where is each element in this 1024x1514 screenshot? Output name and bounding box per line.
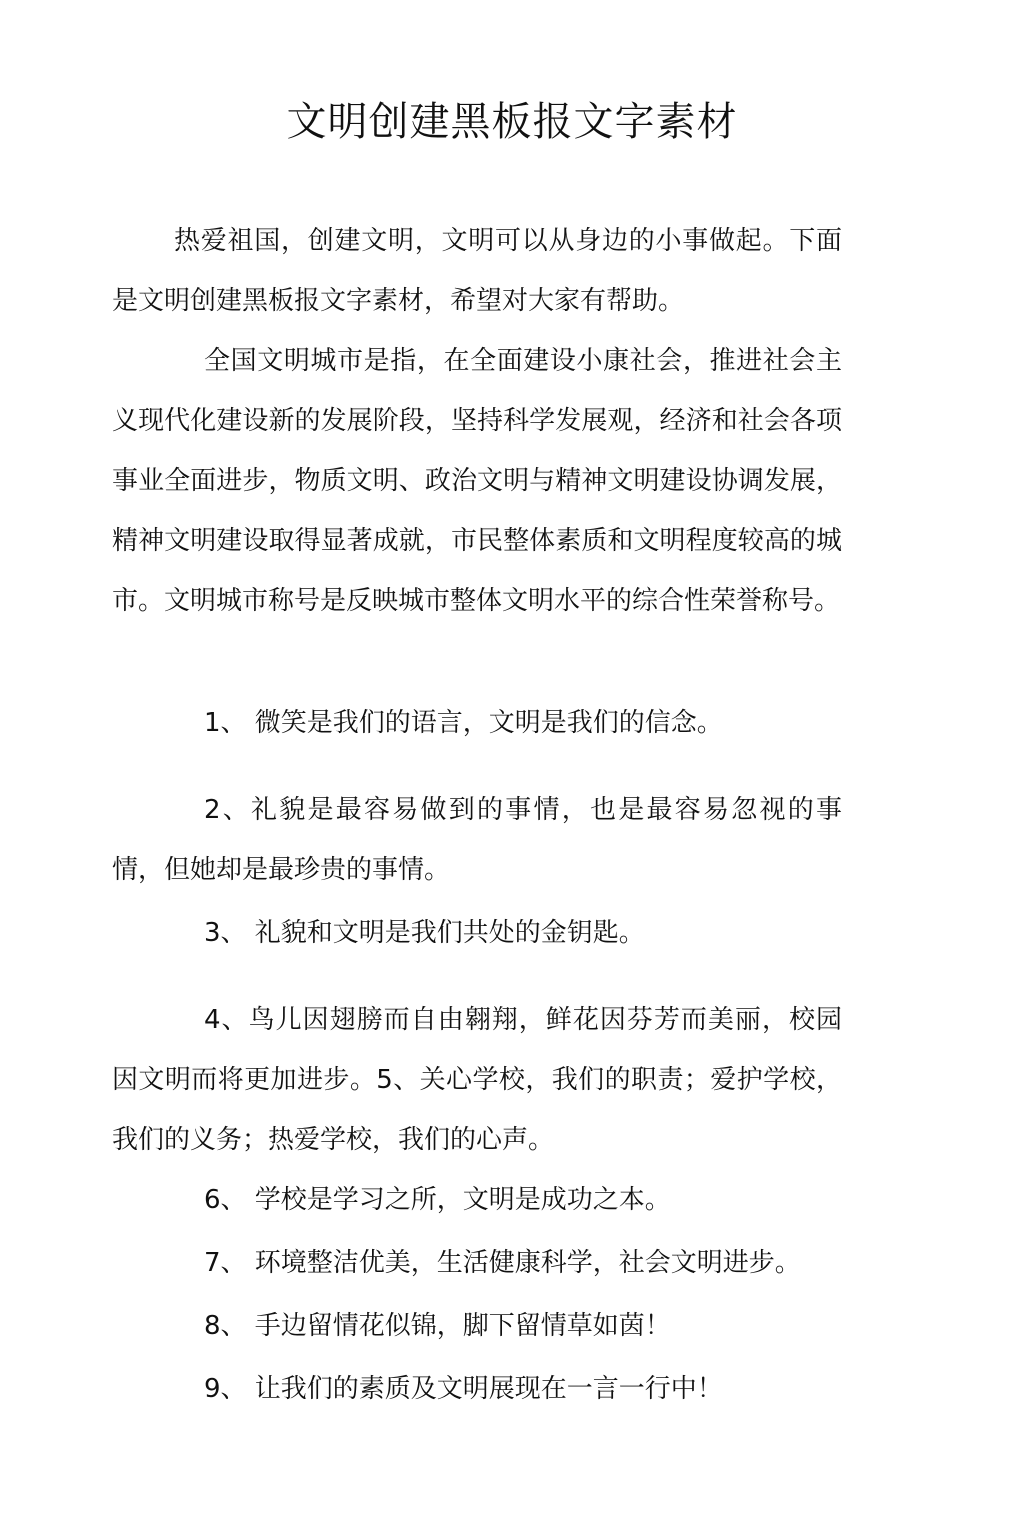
- list-item: 3、 礼貌和文明是我们共处的金钥匙。: [204, 918, 645, 948]
- list-item: 8、 手边留情花似锦，脚下留情草如茵！: [204, 1311, 671, 1341]
- main-paragraph: 全国文明城市是指，在全面建设小康社会，推进社会主义现代化建设新的发展阶段，坚持科学发展观，经济和社会各项事业全面进步，物质文明、政治文明与精神文明建设协调发展，精神文明建设取得显著成就，市民整体素质和文明程度较高的城市。文明城市称号是反映城市整体文明水平的综合性荣誉称号。: [112, 346, 842, 616]
- list-item: 4、鸟儿因翅膀而自由翱翔，鲜花因芬芳而美丽，校园因文明而将更加进步。5、关心学校，我们的职责；爱护学校，我们的义务；热爱学校，我们的心声。: [112, 1005, 842, 1155]
- list-item: 2、礼貌是最容易做到的事情，也是最容易忽视的事情，但她却是最珍贵的事情。: [112, 795, 842, 885]
- list-item: 7、 环境整洁优美，生活健康科学，社会文明进步。: [204, 1248, 801, 1278]
- list-item: 1、 微笑是我们的语言，文明是我们的信念。: [204, 708, 723, 738]
- list-item: 9、 让我们的素质及文明展现在一言一行中！: [204, 1374, 723, 1404]
- intro-paragraph: 热爱祖国，创建文明，文明可以从身边的小事做起。下面是文明创建黑板报文字素材，希望对大家有帮助。: [112, 226, 842, 316]
- list-item: 6、 学校是学习之所，文明是成功之本。: [204, 1185, 671, 1215]
- document-title: 文明创建黑板报文字素材: [286, 99, 738, 145]
